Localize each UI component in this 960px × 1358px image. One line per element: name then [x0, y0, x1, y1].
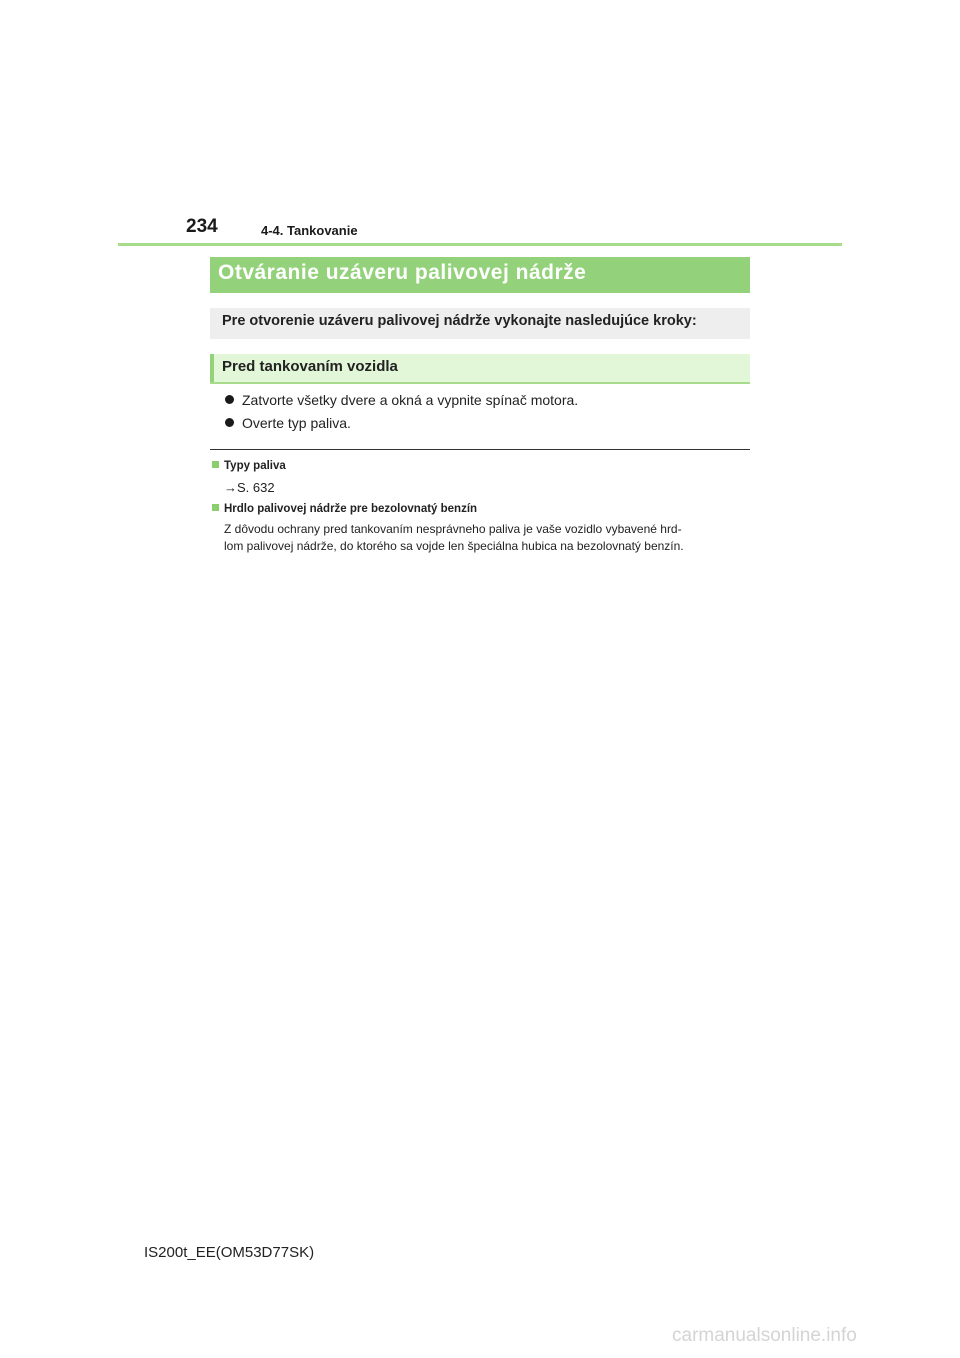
bullet-dot-icon	[225, 418, 234, 427]
header-divider	[118, 243, 842, 246]
note-reference: →S. 632	[224, 480, 275, 495]
note-square-icon	[212, 461, 219, 468]
section-label: 4-4. Tankovanie	[261, 223, 358, 238]
intro-box	[210, 308, 750, 339]
bullet-dot-icon	[225, 395, 234, 404]
note-body-line: lom palivovej nádrže, do ktorého sa vojde len špeciálna hubica na bezolovnatý benzín.	[224, 539, 684, 553]
bullet-text: Zatvorte všetky dvere a okná a vypnite spínač motora.	[242, 392, 579, 408]
page-number: 234	[186, 216, 218, 237]
note-heading-text: Hrdlo palivovej nádrže pre bezolovnatý benzín	[224, 503, 478, 515]
note-square-icon	[212, 504, 219, 511]
note-heading	[212, 460, 286, 472]
intro-text: Pre otvorenie uzáveru palivovej nádrže vykonajte nasledujúce kroky:	[222, 313, 697, 329]
note-heading-text: Typy paliva	[224, 460, 286, 472]
subheading-text: Pred tankovaním vozidla	[222, 358, 398, 375]
subheading-bar	[210, 354, 750, 384]
bullet-item	[225, 392, 578, 408]
note-body-line: Z dôvodu ochrany pred tankovaním nesprávneho paliva je vaše vozidlo vybavené hrd-	[224, 522, 682, 536]
subheading-accent	[210, 354, 214, 382]
bullet-item	[225, 415, 351, 431]
content-divider	[210, 449, 750, 450]
document-id: IS200t_EE(OM53D77SK)	[144, 1244, 315, 1261]
note-heading	[212, 503, 477, 515]
watermark: carmanualsonline.info	[672, 1325, 857, 1346]
page-title: Otváranie uzáveru palivovej nádrže	[218, 261, 587, 284]
bullet-text: Overte typ paliva.	[242, 415, 351, 431]
section-title-bar	[210, 257, 750, 293]
